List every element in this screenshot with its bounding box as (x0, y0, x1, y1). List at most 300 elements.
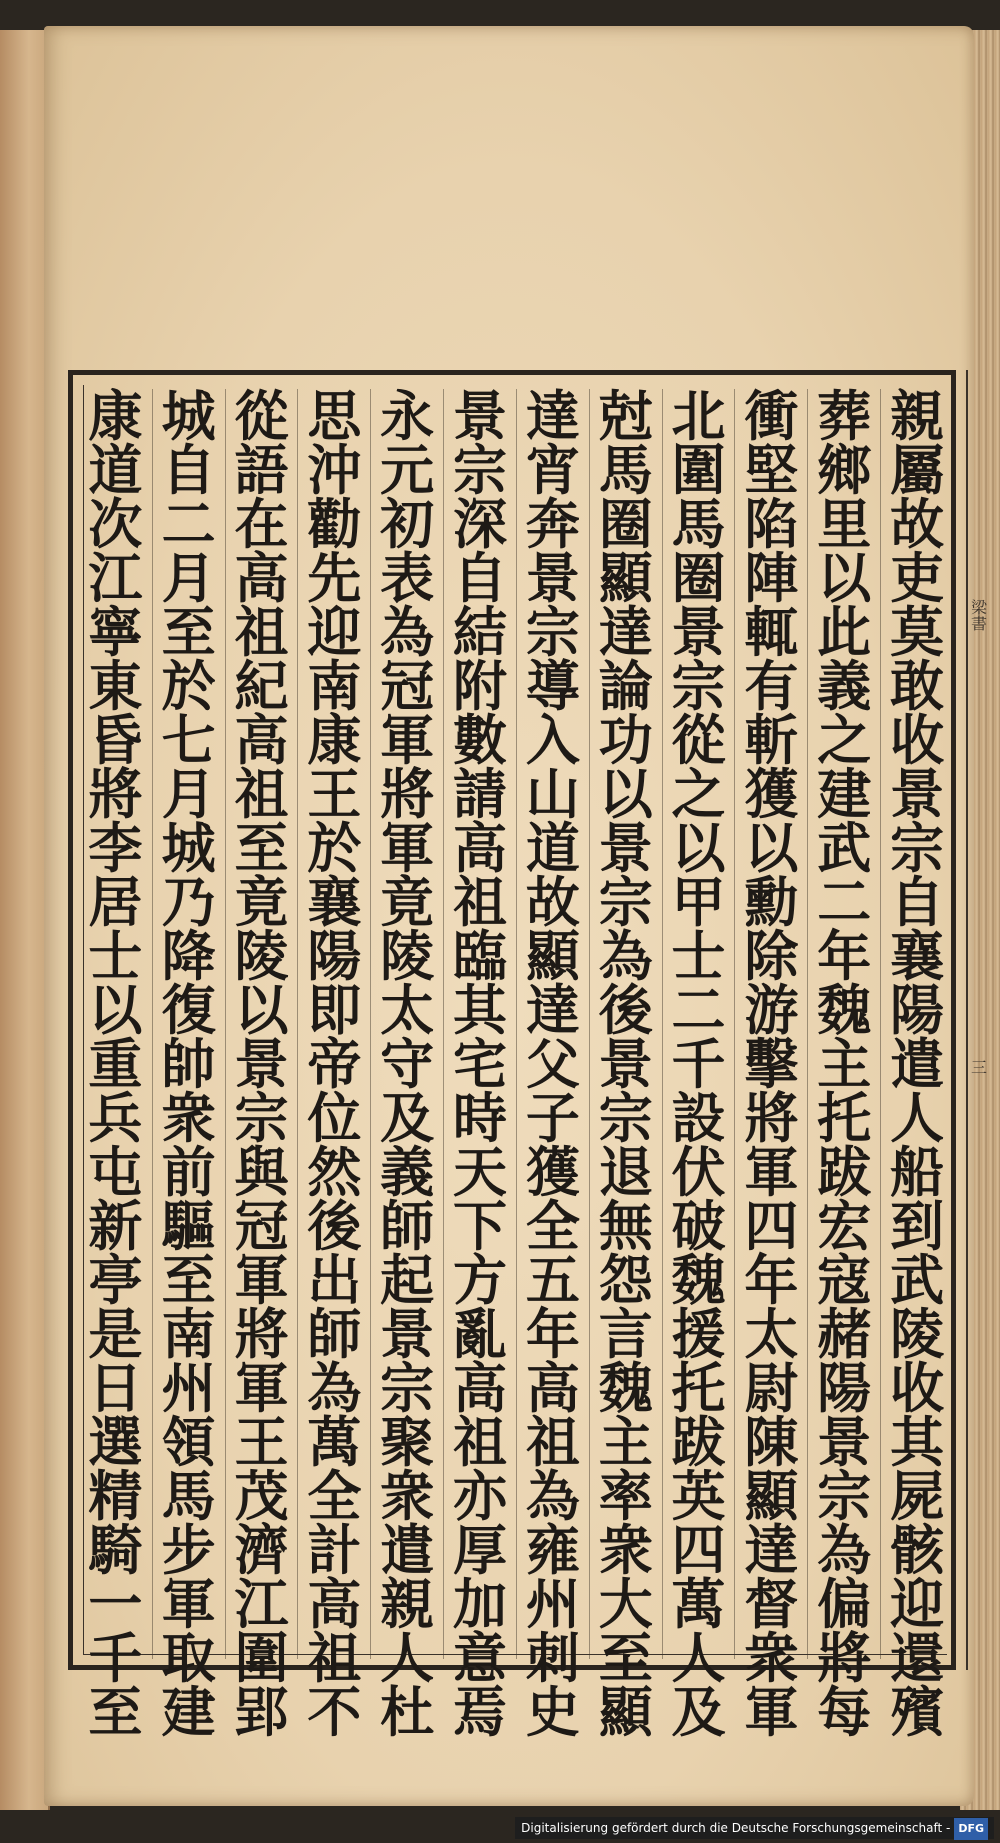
glyph: 王 (307, 762, 362, 826)
glyph: 數 (453, 708, 508, 772)
glyph: 時 (453, 1086, 508, 1150)
glyph: 以 (817, 546, 872, 610)
glyph: 日 (88, 1356, 143, 1420)
glyph: 親 (890, 384, 945, 448)
glyph: 萬 (307, 1410, 362, 1474)
glyph: 宏 (817, 1194, 872, 1258)
glyph: 守 (380, 1032, 435, 1096)
glyph: 收 (890, 1356, 945, 1420)
glyph: 督 (744, 1572, 799, 1636)
glyph: 五 (525, 1248, 580, 1312)
glyph: 驅 (161, 1194, 216, 1258)
glyph: 率 (598, 1464, 653, 1528)
glyph: 思 (307, 384, 362, 448)
glyph: 從 (671, 708, 726, 772)
glyph: 在 (234, 492, 289, 556)
glyph: 迎 (890, 1572, 945, 1636)
glyph: 宵 (525, 438, 580, 502)
glyph: 從 (234, 384, 289, 448)
glyph: 主 (817, 1032, 872, 1096)
glyph: 其 (890, 1410, 945, 1474)
glyph: 然 (307, 1140, 362, 1204)
glyph: 士 (671, 924, 726, 988)
glyph: 四 (671, 1518, 726, 1582)
glyph: 李 (88, 816, 143, 880)
glyph: 後 (598, 978, 653, 1042)
glyph: 輒 (744, 600, 799, 664)
glyph: 為 (380, 600, 435, 664)
glyph: 附 (453, 654, 508, 718)
glyph: 昏 (88, 708, 143, 772)
glyph: 城 (161, 816, 216, 880)
glyph: 表 (380, 546, 435, 610)
glyph: 鄉 (817, 438, 872, 502)
glyph: 領 (161, 1410, 216, 1474)
glyph: 月 (161, 762, 216, 826)
glyph: 怨 (598, 1248, 653, 1312)
glyph: 天 (453, 1140, 508, 1204)
glyph: 軍 (380, 816, 435, 880)
glyph: 即 (307, 978, 362, 1042)
glyph: 親 (380, 1572, 435, 1636)
glyph: 屍 (890, 1464, 945, 1528)
glyph: 至 (234, 816, 289, 880)
glyph: 選 (88, 1410, 143, 1474)
glyph: 臨 (453, 924, 508, 988)
glyph: 宅 (453, 1032, 508, 1096)
glyph: 雍 (525, 1518, 580, 1582)
glyph: 及 (380, 1086, 435, 1150)
glyph: 至 (161, 1248, 216, 1312)
glyph: 論 (598, 654, 653, 718)
glyph: 破 (671, 1194, 726, 1258)
glyph: 宗 (453, 438, 508, 502)
text-column (589, 384, 662, 1744)
glyph: 甲 (671, 870, 726, 934)
glyph: 主 (598, 1410, 653, 1474)
glyph: 位 (307, 1086, 362, 1150)
glyph: 州 (525, 1572, 580, 1636)
glyph: 康 (307, 708, 362, 772)
glyph: 遣 (380, 1518, 435, 1582)
glyph: 與 (234, 1140, 289, 1204)
glyph: 宗 (671, 654, 726, 718)
glyph: 史 (525, 1680, 580, 1744)
glyph: 人 (890, 1086, 945, 1150)
glyph: 人 (380, 1626, 435, 1690)
glyph: 陽 (307, 924, 362, 988)
glyph: 顯 (598, 1680, 653, 1744)
glyph: 精 (88, 1464, 143, 1528)
glyph: 襄 (307, 870, 362, 934)
glyph: 自 (890, 870, 945, 934)
glyph: 至 (88, 1680, 143, 1744)
glyph: 亭 (88, 1248, 143, 1312)
glyph: 收 (890, 708, 945, 772)
glyph: 馬 (598, 438, 653, 502)
digitization-credit (515, 1817, 994, 1839)
glyph: 屬 (890, 438, 945, 502)
glyph: 次 (88, 492, 143, 556)
glyph: 之 (817, 708, 872, 772)
glyph: 將 (380, 762, 435, 826)
glyph: 七 (161, 708, 216, 772)
glyph: 請 (453, 762, 508, 826)
glyph: 取 (161, 1626, 216, 1690)
glyph: 祖 (525, 1410, 580, 1474)
glyph: 斬 (744, 708, 799, 772)
glyph: 每 (817, 1680, 872, 1744)
glyph: 到 (890, 1194, 945, 1258)
glyph: 復 (161, 978, 216, 1042)
glyph: 二 (161, 492, 216, 556)
glyph: 結 (453, 600, 508, 664)
glyph: 乃 (161, 870, 216, 934)
glyph: 高 (234, 708, 289, 772)
glyph: 自 (161, 438, 216, 502)
glyph: 建 (161, 1680, 216, 1744)
glyph: 居 (88, 870, 143, 934)
glyph: 方 (453, 1248, 508, 1312)
glyph: 魏 (598, 1356, 653, 1420)
glyph: 江 (88, 546, 143, 610)
glyph: 功 (598, 708, 653, 772)
glyph: 竟 (380, 870, 435, 934)
glyph: 景 (453, 384, 508, 448)
text-column (734, 384, 807, 1744)
glyph: 衆 (598, 1518, 653, 1582)
glyph: 年 (817, 924, 872, 988)
glyph: 有 (744, 654, 799, 718)
glyph: 二 (817, 870, 872, 934)
glyph: 杜 (380, 1680, 435, 1744)
glyph: 衆 (744, 1626, 799, 1690)
glyph: 游 (744, 978, 799, 1042)
glyph: 顯 (598, 546, 653, 610)
glyph: 南 (307, 654, 362, 718)
glyph: 圍 (671, 438, 726, 502)
glyph: 康 (88, 384, 143, 448)
glyph: 其 (453, 978, 508, 1042)
glyph: 勳 (744, 870, 799, 934)
glyph: 為 (525, 1464, 580, 1528)
glyph: 景 (890, 762, 945, 826)
glyph: 軍 (380, 708, 435, 772)
glyph: 寧 (88, 600, 143, 664)
fold-title: 梁 書 (970, 598, 987, 633)
glyph: 祖 (234, 600, 289, 664)
glyph: 義 (817, 654, 872, 718)
glyph: 宗 (598, 1086, 653, 1150)
credit-text: Digitalisierung gefördert durch die Deutsche Forschungsgemeinschaft - (521, 1821, 951, 1835)
glyph: 之 (671, 762, 726, 826)
fold-page-number: 三 (970, 1058, 987, 1077)
dfg-logo: DFG (954, 1818, 988, 1840)
glyph: 景 (525, 546, 580, 610)
glyph: 焉 (453, 1680, 508, 1744)
glyph: 王 (234, 1410, 289, 1474)
text-column (880, 384, 953, 1744)
glyph: 自 (453, 546, 508, 610)
glyph: 冠 (234, 1194, 289, 1258)
glyph: 祖 (453, 1410, 508, 1474)
glyph: 達 (598, 600, 653, 664)
glyph: 至 (161, 600, 216, 664)
glyph: 景 (671, 600, 726, 664)
glyph: 達 (525, 384, 580, 448)
glyph: 太 (744, 1302, 799, 1366)
glyph: 亦 (453, 1464, 508, 1528)
glyph: 刺 (525, 1626, 580, 1690)
glyph: 圍 (234, 1626, 289, 1690)
glyph: 為 (598, 924, 653, 988)
glyph: 以 (234, 978, 289, 1042)
glyph: 永 (380, 384, 435, 448)
glyph: 步 (161, 1518, 216, 1582)
glyph: 迎 (307, 600, 362, 664)
glyph: 陵 (380, 924, 435, 988)
glyph: 遣 (890, 1032, 945, 1096)
text-column (79, 384, 152, 1744)
glyph: 屯 (88, 1140, 143, 1204)
glyph: 魏 (671, 1248, 726, 1312)
glyph: 年 (744, 1248, 799, 1312)
glyph: 兵 (88, 1086, 143, 1150)
glyph: 深 (453, 492, 508, 556)
glyph: 師 (307, 1302, 362, 1366)
glyph: 千 (671, 1032, 726, 1096)
glyph: 加 (453, 1572, 508, 1636)
glyph: 為 (817, 1518, 872, 1582)
glyph: 達 (525, 978, 580, 1042)
glyph: 一 (88, 1572, 143, 1636)
glyph: 北 (671, 384, 726, 448)
glyph: 武 (817, 816, 872, 880)
glyph: 以 (671, 816, 726, 880)
glyph: 子 (525, 1086, 580, 1150)
glyph: 萬 (671, 1572, 726, 1636)
fold-margin (966, 370, 992, 1670)
glyph: 堅 (744, 438, 799, 502)
glyph: 赭 (817, 1302, 872, 1366)
glyph: 郢 (234, 1680, 289, 1744)
glyph: 千 (88, 1626, 143, 1690)
glyph: 獲 (525, 1140, 580, 1204)
glyph: 莫 (890, 600, 945, 664)
glyph: 前 (161, 1140, 216, 1204)
text-column (225, 384, 298, 1744)
glyph: 導 (525, 654, 580, 718)
glyph: 殯 (890, 1680, 945, 1744)
glyph: 襄 (890, 924, 945, 988)
glyph: 還 (890, 1626, 945, 1690)
glyph: 陣 (744, 546, 799, 610)
glyph: 宗 (890, 816, 945, 880)
glyph: 高 (453, 816, 508, 880)
glyph: 冠 (380, 654, 435, 718)
glyph: 宗 (525, 600, 580, 664)
glyph: 敢 (890, 654, 945, 718)
glyph: 至 (598, 1626, 653, 1690)
glyph: 後 (307, 1194, 362, 1258)
glyph: 茂 (234, 1464, 289, 1528)
glyph: 援 (671, 1302, 726, 1366)
text-column (807, 384, 880, 1744)
glyph: 陷 (744, 492, 799, 556)
text-column (516, 384, 589, 1744)
glyph: 全 (525, 1194, 580, 1258)
glyph: 沖 (307, 438, 362, 502)
glyph: 計 (307, 1518, 362, 1582)
glyph: 初 (380, 492, 435, 556)
glyph: 馬 (161, 1464, 216, 1528)
glyph: 景 (598, 1032, 653, 1096)
glyph: 獲 (744, 762, 799, 826)
glyph: 跋 (817, 1140, 872, 1204)
glyph: 高 (453, 1356, 508, 1420)
glyph: 亂 (453, 1302, 508, 1366)
glyph: 故 (525, 870, 580, 934)
glyph: 景 (598, 816, 653, 880)
glyph: 城 (161, 384, 216, 448)
glyph: 言 (598, 1302, 653, 1366)
glyph: 祖 (307, 1626, 362, 1690)
glyph: 骸 (890, 1518, 945, 1582)
glyph: 軍 (234, 1248, 289, 1312)
glyph: 陽 (817, 1356, 872, 1420)
glyph: 及 (671, 1680, 726, 1744)
glyph: 祖 (453, 870, 508, 934)
glyph: 於 (161, 654, 216, 718)
glyph: 景 (234, 1032, 289, 1096)
glyph: 以 (598, 762, 653, 826)
glyph: 魏 (817, 978, 872, 1042)
glyph: 里 (817, 492, 872, 556)
glyph: 將 (744, 1086, 799, 1150)
glyph: 衝 (744, 384, 799, 448)
glyph: 宗 (598, 870, 653, 934)
glyph: 降 (161, 924, 216, 988)
glyph: 元 (380, 438, 435, 502)
glyph: 新 (88, 1194, 143, 1258)
glyph: 退 (598, 1140, 653, 1204)
glyph: 為 (307, 1356, 362, 1420)
glyph: 軍 (161, 1572, 216, 1636)
left-page-edge (0, 30, 50, 1810)
glyph: 州 (161, 1356, 216, 1420)
glyph: 道 (525, 816, 580, 880)
glyph: 宗 (817, 1464, 872, 1528)
glyph: 下 (453, 1194, 508, 1258)
glyph: 太 (380, 978, 435, 1042)
glyph: 軍 (744, 1680, 799, 1744)
glyph: 紀 (234, 654, 289, 718)
glyph: 道 (88, 438, 143, 502)
glyph: 軍 (234, 1356, 289, 1420)
glyph: 於 (307, 816, 362, 880)
glyph: 重 (88, 1032, 143, 1096)
glyph: 顯 (744, 1464, 799, 1528)
glyph: 船 (890, 1140, 945, 1204)
glyph: 故 (890, 492, 945, 556)
glyph: 士 (88, 924, 143, 988)
glyph: 濟 (234, 1518, 289, 1582)
glyph: 南 (161, 1302, 216, 1366)
glyph: 人 (671, 1626, 726, 1690)
glyph: 二 (671, 978, 726, 1042)
glyph: 竟 (234, 870, 289, 934)
glyph: 入 (525, 708, 580, 772)
glyph: 聚 (380, 1410, 435, 1474)
glyph: 葬 (817, 384, 872, 448)
glyph: 不 (307, 1680, 362, 1744)
glyph: 義 (380, 1140, 435, 1204)
glyph: 景 (817, 1410, 872, 1474)
glyph: 帝 (307, 1032, 362, 1096)
glyph: 擊 (744, 1032, 799, 1096)
glyph: 東 (88, 654, 143, 718)
glyph: 高 (525, 1356, 580, 1420)
glyph: 山 (525, 762, 580, 826)
glyph: 寇 (817, 1248, 872, 1312)
glyph: 全 (307, 1464, 362, 1528)
glyph: 出 (307, 1248, 362, 1312)
glyph: 帥 (161, 1032, 216, 1096)
glyph: 跋 (671, 1410, 726, 1474)
glyph: 陵 (234, 924, 289, 988)
glyph: 此 (817, 600, 872, 664)
glyph: 祖 (234, 762, 289, 826)
glyph: 是 (88, 1302, 143, 1366)
glyph: 英 (671, 1464, 726, 1528)
glyph: 騎 (88, 1518, 143, 1582)
glyph: 四 (744, 1194, 799, 1258)
glyph: 將 (817, 1626, 872, 1690)
glyph: 偏 (817, 1572, 872, 1636)
glyph: 尉 (744, 1356, 799, 1420)
glyph: 衆 (161, 1086, 216, 1150)
glyph: 馬 (671, 492, 726, 556)
glyph: 圈 (598, 492, 653, 556)
glyph: 江 (234, 1572, 289, 1636)
glyph: 高 (307, 1572, 362, 1636)
text-column (152, 384, 225, 1744)
text-column (662, 384, 735, 1744)
text-column (297, 384, 370, 1744)
glyph: 月 (161, 546, 216, 610)
glyph: 高 (234, 546, 289, 610)
glyph: 設 (671, 1086, 726, 1150)
glyph: 陵 (890, 1302, 945, 1366)
glyph: 起 (380, 1248, 435, 1312)
glyph: 勸 (307, 492, 362, 556)
glyph: 將 (234, 1302, 289, 1366)
glyph: 托 (671, 1356, 726, 1420)
glyph: 奔 (525, 492, 580, 556)
text-column (443, 384, 516, 1744)
glyph: 吏 (890, 546, 945, 610)
glyph: 以 (88, 978, 143, 1042)
glyph: 先 (307, 546, 362, 610)
glyph: 陽 (890, 978, 945, 1042)
glyph: 宗 (380, 1356, 435, 1420)
text-block-frame (68, 370, 956, 1744)
glyph: 軍 (744, 1140, 799, 1204)
glyph: 武 (890, 1248, 945, 1312)
glyph: 伏 (671, 1140, 726, 1204)
glyph: 無 (598, 1194, 653, 1258)
glyph: 將 (88, 762, 143, 826)
